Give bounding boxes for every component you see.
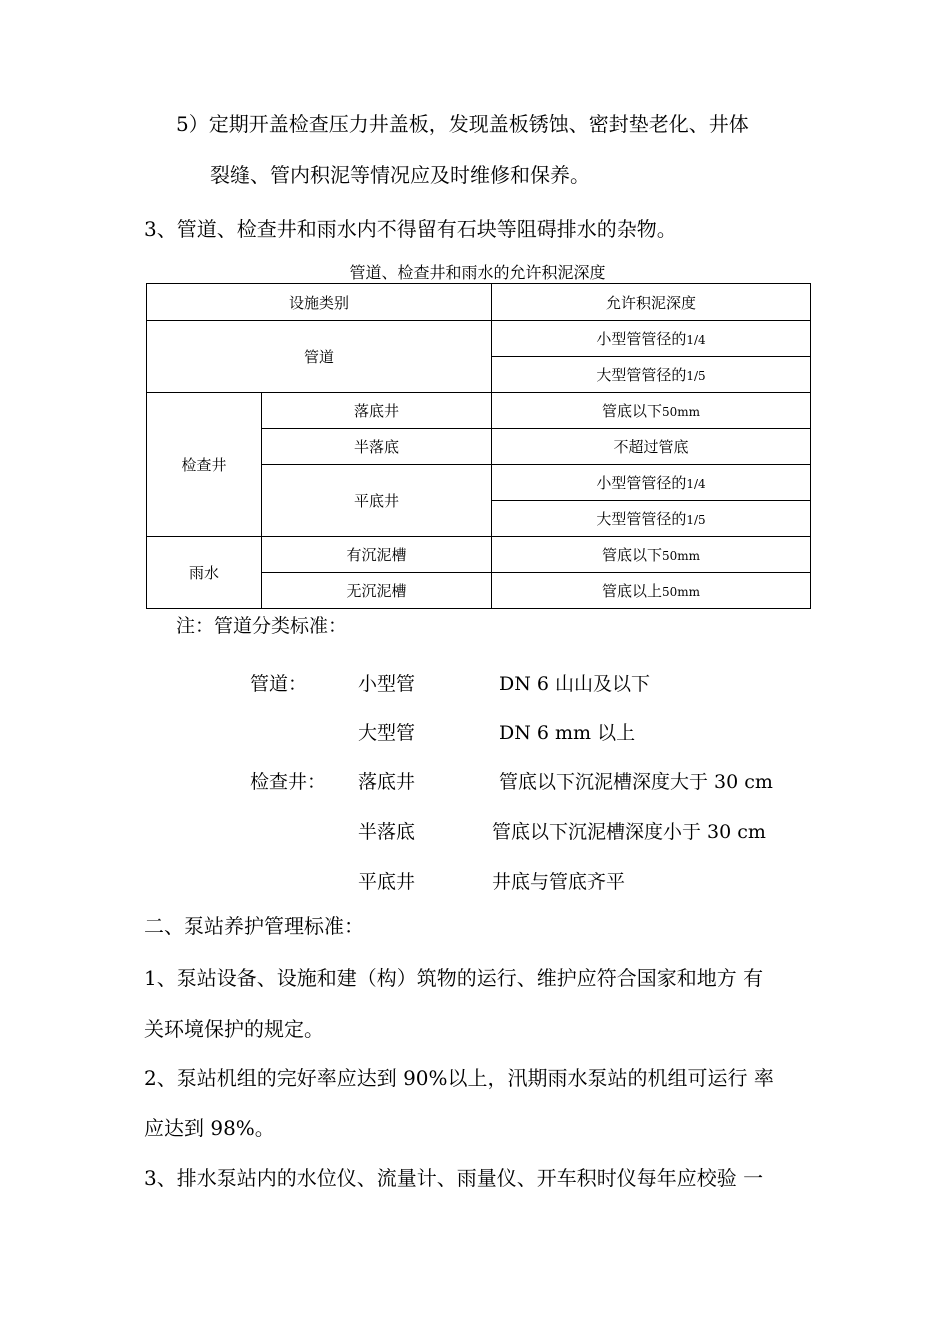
note-well-half: 半落底	[358, 821, 416, 843]
note-well-half-spec: 管底以下沉泥槽深度小于 30 cm	[492, 821, 766, 843]
section-2-item-2-line-2: 应达到 98%。	[144, 1116, 275, 1140]
section-2-item-1-line-2: 关环境保护的规定。	[144, 1017, 324, 1041]
paragraph-3: 3、管道、检查井和雨水内不得留有石块等阻碍排水的杂物。	[144, 217, 677, 241]
note-well-flat: 平底井	[358, 871, 416, 893]
note-pipe-label: 管道：	[250, 673, 308, 695]
header-depth: 允许积泥深度	[492, 284, 811, 321]
table-caption: 管道、检查井和雨水的允许积泥深度	[349, 263, 606, 282]
rain-with-depth: 管底以下50mm	[492, 537, 811, 573]
well-half-name: 半落底	[262, 429, 492, 465]
paragraph-5-line-2: 裂缝、管内积泥等情况应及时维修和保养。	[210, 163, 590, 187]
table-row	[147, 393, 811, 429]
well-flat-name: 平底井	[262, 465, 492, 537]
pipe-large-depth: 大型管管径的1/5	[492, 357, 811, 393]
note-well-label: 检查井：	[250, 771, 327, 793]
rain-with-name: 有沉泥槽	[262, 537, 492, 573]
section-2-item-3-line-1: 3、排水泵站内的水位仪、流量计、雨量仪、开车积时仪每年应校验 一	[144, 1166, 764, 1190]
rain-label: 雨水	[147, 537, 262, 609]
well-half-depth: 不超过管底	[492, 429, 811, 465]
table-row	[147, 321, 811, 357]
well-flat-small-depth: 小型管管径的1/4	[492, 465, 811, 501]
rain-without-name: 无沉泥槽	[262, 573, 492, 609]
well-drop-name: 落底井	[262, 393, 492, 429]
paragraph-5-line-1: 5）定期开盖检查压力井盖板，发现盖板锈蚀、密封垫老化、井体	[176, 112, 749, 136]
rain-without-depth: 管底以上50mm	[492, 573, 811, 609]
section-2-heading: 二、泵站养护管理标准：	[144, 914, 364, 938]
note-pipe-small: 小型管	[358, 673, 416, 695]
header-category: 设施类别	[147, 284, 492, 321]
note-pipe-large: 大型管	[358, 722, 416, 744]
well-flat-large-depth: 大型管管径的1/5	[492, 501, 811, 537]
note-well-drop-spec: 管底以下沉泥槽深度大于 30 cm	[499, 771, 773, 793]
table-row	[147, 537, 811, 573]
pipe-label: 管道	[147, 321, 492, 393]
table-header-row	[147, 284, 811, 321]
note-pipe-large-spec: DN 6 mm 以上	[499, 722, 636, 744]
note-pipe-small-spec: DN 6 山山及以下	[499, 673, 651, 695]
well-drop-depth: 管底以下50mm	[492, 393, 811, 429]
note-title: 注：管道分类标准：	[176, 615, 348, 637]
note-well-flat-spec: 井底与管底齐平	[492, 871, 626, 893]
sludge-depth-table	[146, 283, 811, 609]
section-2-item-1-line-1: 1、泵站设备、设施和建（构）筑物的运行、维护应符合国家和地方 有	[144, 966, 764, 990]
well-label: 检查井	[147, 393, 262, 537]
note-well-drop: 落底井	[358, 771, 416, 793]
pipe-small-depth: 小型管管径的1/4	[492, 321, 811, 357]
section-2-item-2-line-1: 2、泵站机组的完好率应达到 90%以上，汛期雨水泵站的机组可运行 率	[144, 1066, 774, 1090]
